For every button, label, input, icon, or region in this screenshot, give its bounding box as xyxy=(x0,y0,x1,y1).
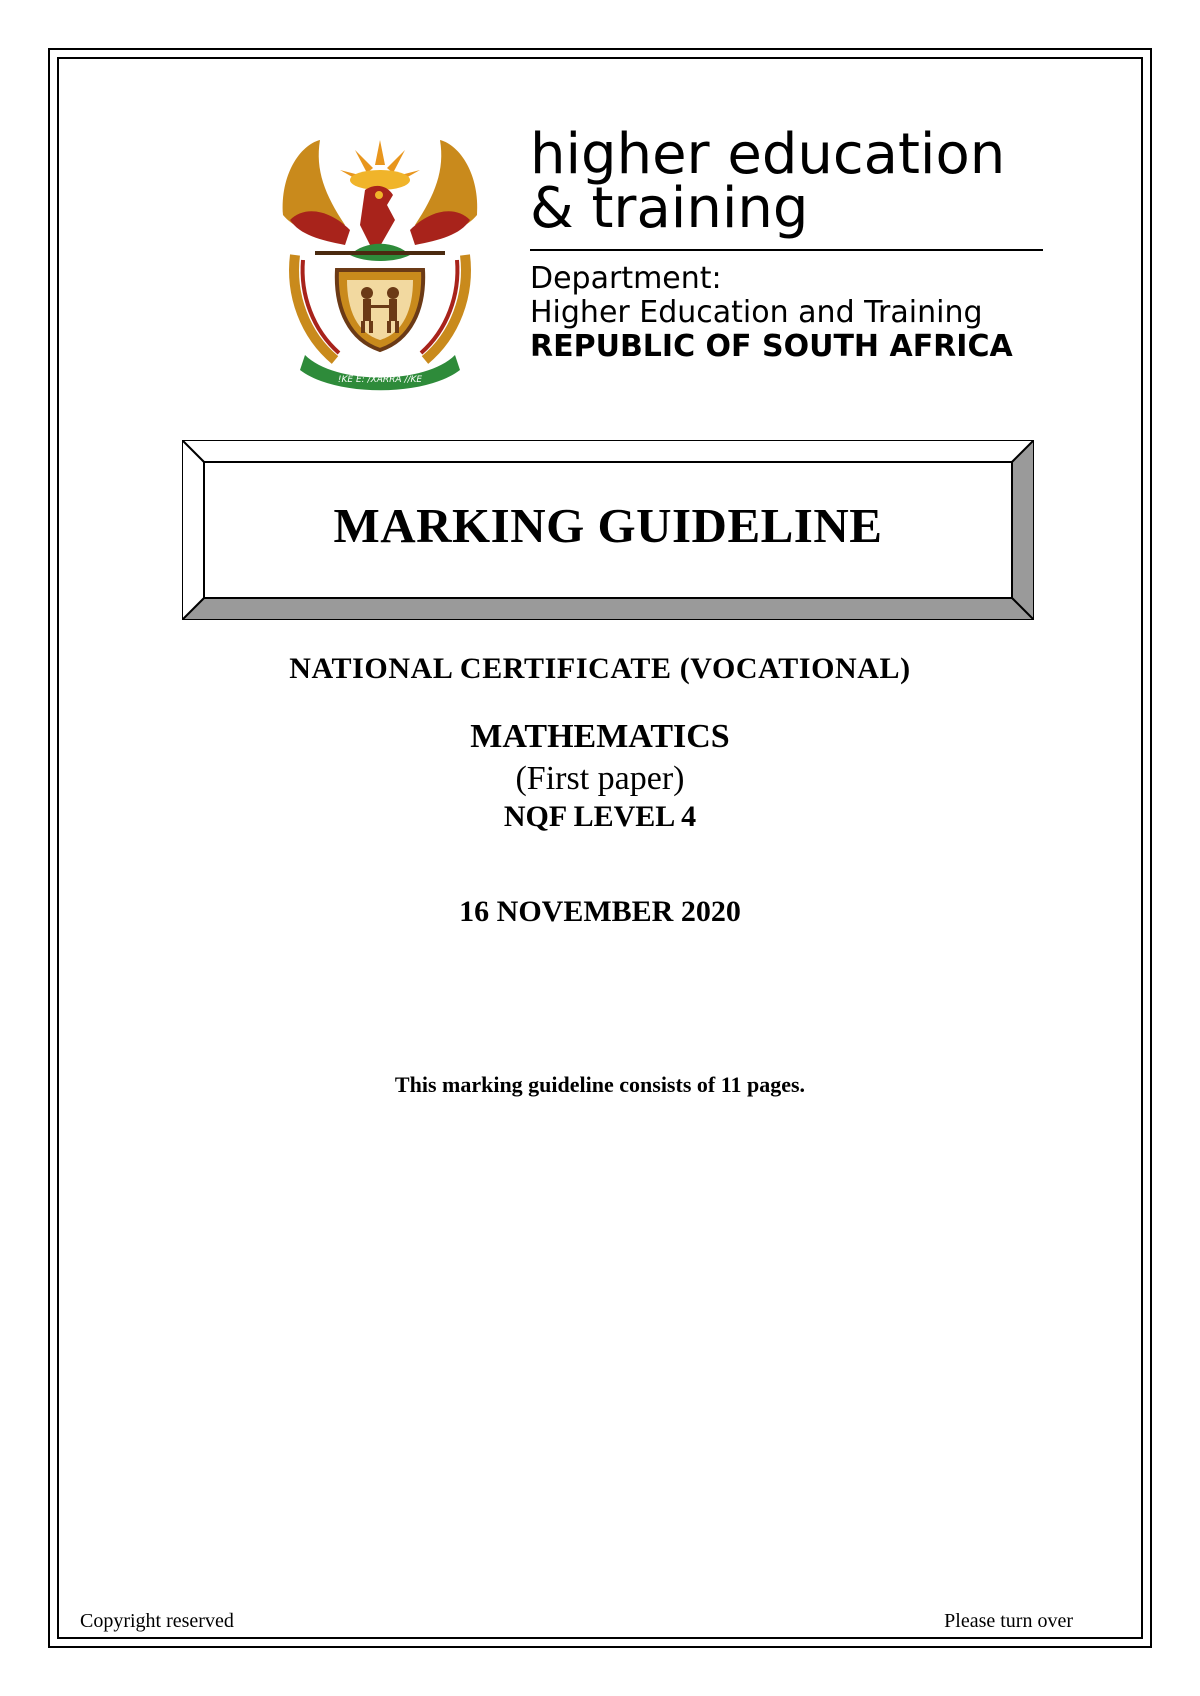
exam-date: 16 NOVEMBER 2020 xyxy=(459,895,741,928)
department-label: Department: xyxy=(530,261,722,296)
country-name: REPUBLIC OF SOUTH AFRICA xyxy=(530,329,1013,364)
paper-label: (First paper) xyxy=(515,760,685,797)
coat-of-arms-logo xyxy=(275,135,485,395)
certificate-title: NATIONAL CERTIFICATE (VOCATIONAL) xyxy=(289,652,911,685)
nqf-level: NQF LEVEL 4 xyxy=(503,800,697,833)
svg-text:!KE E: /XARRA //KE: !KE E: /XARRA //KE xyxy=(337,375,423,385)
department-name: Higher Education and Training xyxy=(530,295,983,330)
department-brand xyxy=(530,122,1050,364)
page-count-note: This marking guideline consists of 11 pages. xyxy=(394,1072,806,1097)
document-type-title: MARKING GUIDELINE xyxy=(333,498,883,553)
footer-turn-over: Please turn over xyxy=(944,1610,1073,1632)
subject-title: MATHEMATICS xyxy=(470,718,730,755)
footer-copyright: Copyright reserved xyxy=(80,1610,234,1632)
brand-divider xyxy=(530,249,1043,251)
brand-line-2: & training xyxy=(530,176,809,241)
brand-line-1: higher education xyxy=(530,122,1006,187)
